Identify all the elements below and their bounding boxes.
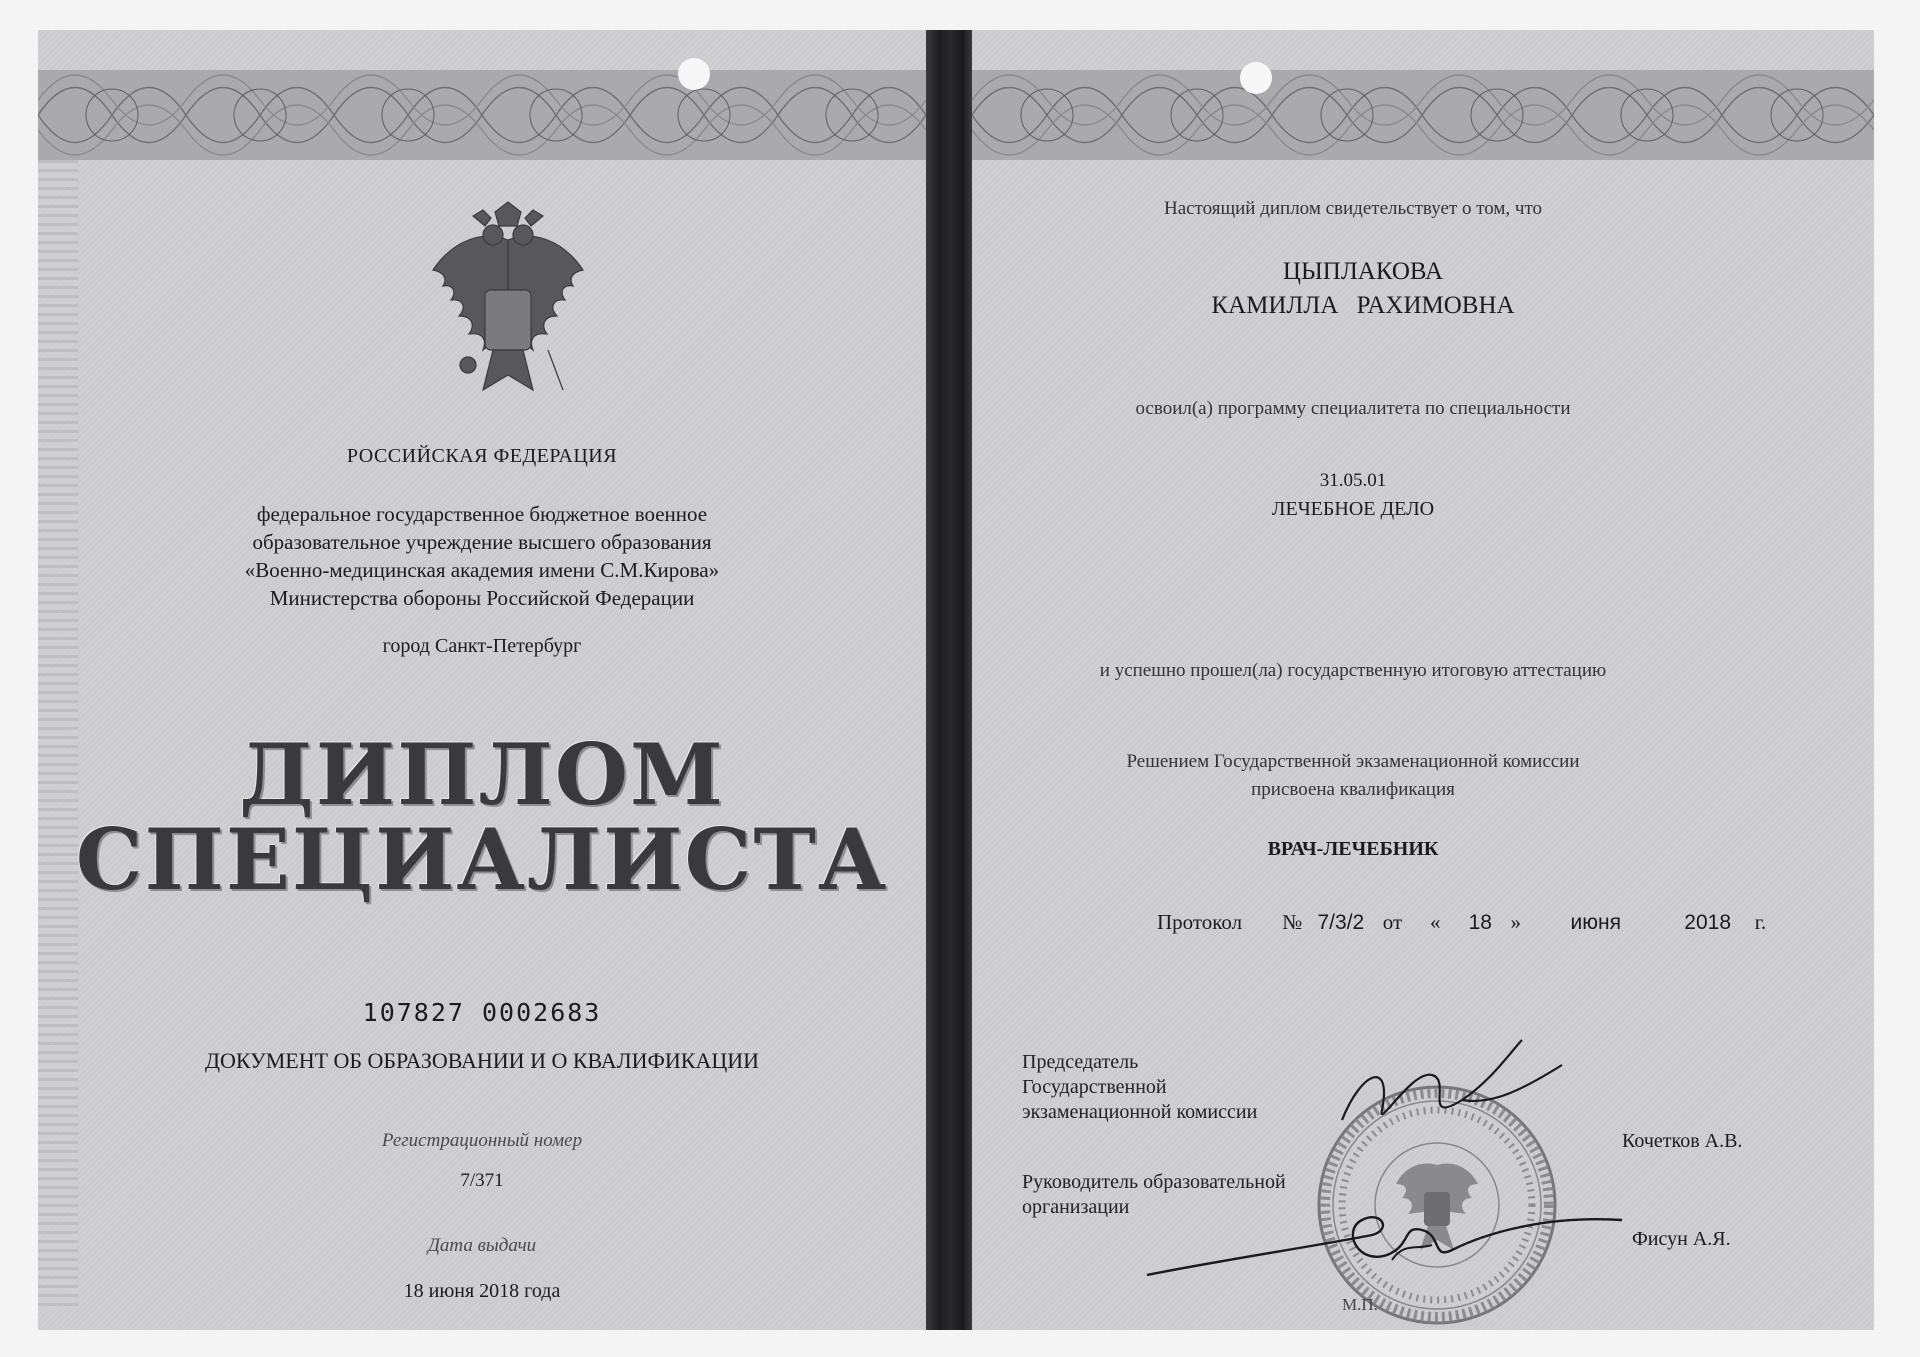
edge-pattern bbox=[38, 70, 78, 1310]
diploma-title-line1: ДИПЛОМ bbox=[239, 725, 725, 824]
chair-title-line: экзаменационной комиссии bbox=[1022, 1101, 1258, 1123]
graduate-given-names: КАМИЛЛА РАХИМОВНА bbox=[1211, 292, 1515, 319]
institution-name bbox=[38, 500, 926, 612]
issue-date: 18 июня 2018 года bbox=[403, 1280, 561, 1302]
institution-line: Министерства обороны Российской Федерации bbox=[269, 586, 695, 610]
serial-number: 107827 0002683 bbox=[362, 998, 602, 1027]
protocol-close-quote: » bbox=[1510, 910, 1521, 934]
institution-line: образовательное учреждение высшего образования bbox=[252, 530, 712, 554]
protocol-number-sign: № bbox=[1282, 910, 1303, 934]
decision-line: присвоена квалификация bbox=[1251, 779, 1455, 800]
guilloche-ornament-left bbox=[38, 50, 926, 180]
head-signature-icon bbox=[1142, 1190, 1632, 1290]
registration-number: 7/371 bbox=[460, 1170, 504, 1191]
program-statement: освоил(а) программу специалитета по специальности bbox=[1135, 398, 1571, 419]
institution-line: федеральное государственное бюджетное военное bbox=[256, 502, 708, 526]
chair-name: Кочетков А.В. bbox=[1622, 1130, 1743, 1152]
protocol-label: Протокол bbox=[1157, 910, 1243, 934]
protocol-open-quote: « bbox=[1430, 910, 1441, 934]
country-name: РОССИЙСКАЯ ФЕДЕРАЦИЯ bbox=[346, 445, 618, 467]
head-title-line: организации bbox=[1022, 1196, 1130, 1218]
head-name: Фисун А.Я. bbox=[1632, 1228, 1731, 1250]
binding-spine bbox=[926, 30, 972, 1330]
attestation-statement: и успешно прошел(ла) государственную итоговую аттестацию bbox=[1099, 660, 1607, 681]
decision-line: Решением Государственной экзаменационной комиссии bbox=[1126, 751, 1580, 772]
guilloche-ornament-right bbox=[972, 50, 1874, 180]
registration-label: Регистрационный номер bbox=[381, 1130, 583, 1151]
specialty-code: 31.05.01 bbox=[1319, 470, 1387, 491]
protocol-day: 18 bbox=[1468, 911, 1492, 934]
commission-decision bbox=[972, 748, 1804, 804]
protocol-year-suffix: г. bbox=[1754, 910, 1767, 934]
city: город Санкт-Петербург bbox=[382, 635, 582, 657]
left-page bbox=[38, 30, 926, 1330]
punch-hole bbox=[1240, 62, 1272, 94]
chair-title-line: Государственной bbox=[1022, 1076, 1167, 1098]
coat-of-arms-icon bbox=[413, 200, 603, 420]
graduate-surname: ЦЫПЛАКОВА bbox=[1282, 258, 1444, 285]
stamp-place-mark: М.П. bbox=[1342, 1295, 1378, 1314]
institution-line: «Военно-медицинская академия имени С.М.Кирова» bbox=[244, 558, 720, 582]
protocol-year: 2018 bbox=[1684, 911, 1731, 934]
protocol-from: от bbox=[1382, 910, 1403, 934]
chair-title bbox=[1022, 1050, 1342, 1125]
qualification: ВРАЧ-ЛЕЧЕБНИК bbox=[1267, 838, 1439, 860]
protocol-number: 7/3/2 bbox=[1317, 911, 1365, 934]
diploma-title-line2: СПЕЦИАЛИСТА bbox=[75, 810, 889, 909]
protocol-line bbox=[1157, 910, 1766, 935]
punch-hole bbox=[678, 58, 710, 90]
head-title-line: Руководитель образовательной bbox=[1022, 1171, 1286, 1193]
right-page bbox=[972, 30, 1874, 1330]
chair-signature-icon bbox=[1322, 1030, 1572, 1150]
protocol-month: июня bbox=[1570, 911, 1621, 934]
chair-title-line: Председатель bbox=[1022, 1051, 1139, 1073]
document-name: ДОКУМЕНТ ОБ ОБРАЗОВАНИИ И О КВАЛИФИКАЦИИ bbox=[204, 1048, 759, 1073]
scanned-diploma bbox=[38, 30, 1874, 1330]
intro-text: Настоящий диплом свидетельствует о том, что bbox=[1163, 198, 1543, 219]
issue-date-label: Дата выдачи bbox=[427, 1235, 537, 1256]
specialty-name: ЛЕЧЕБНОЕ ДЕЛО bbox=[1271, 498, 1435, 520]
